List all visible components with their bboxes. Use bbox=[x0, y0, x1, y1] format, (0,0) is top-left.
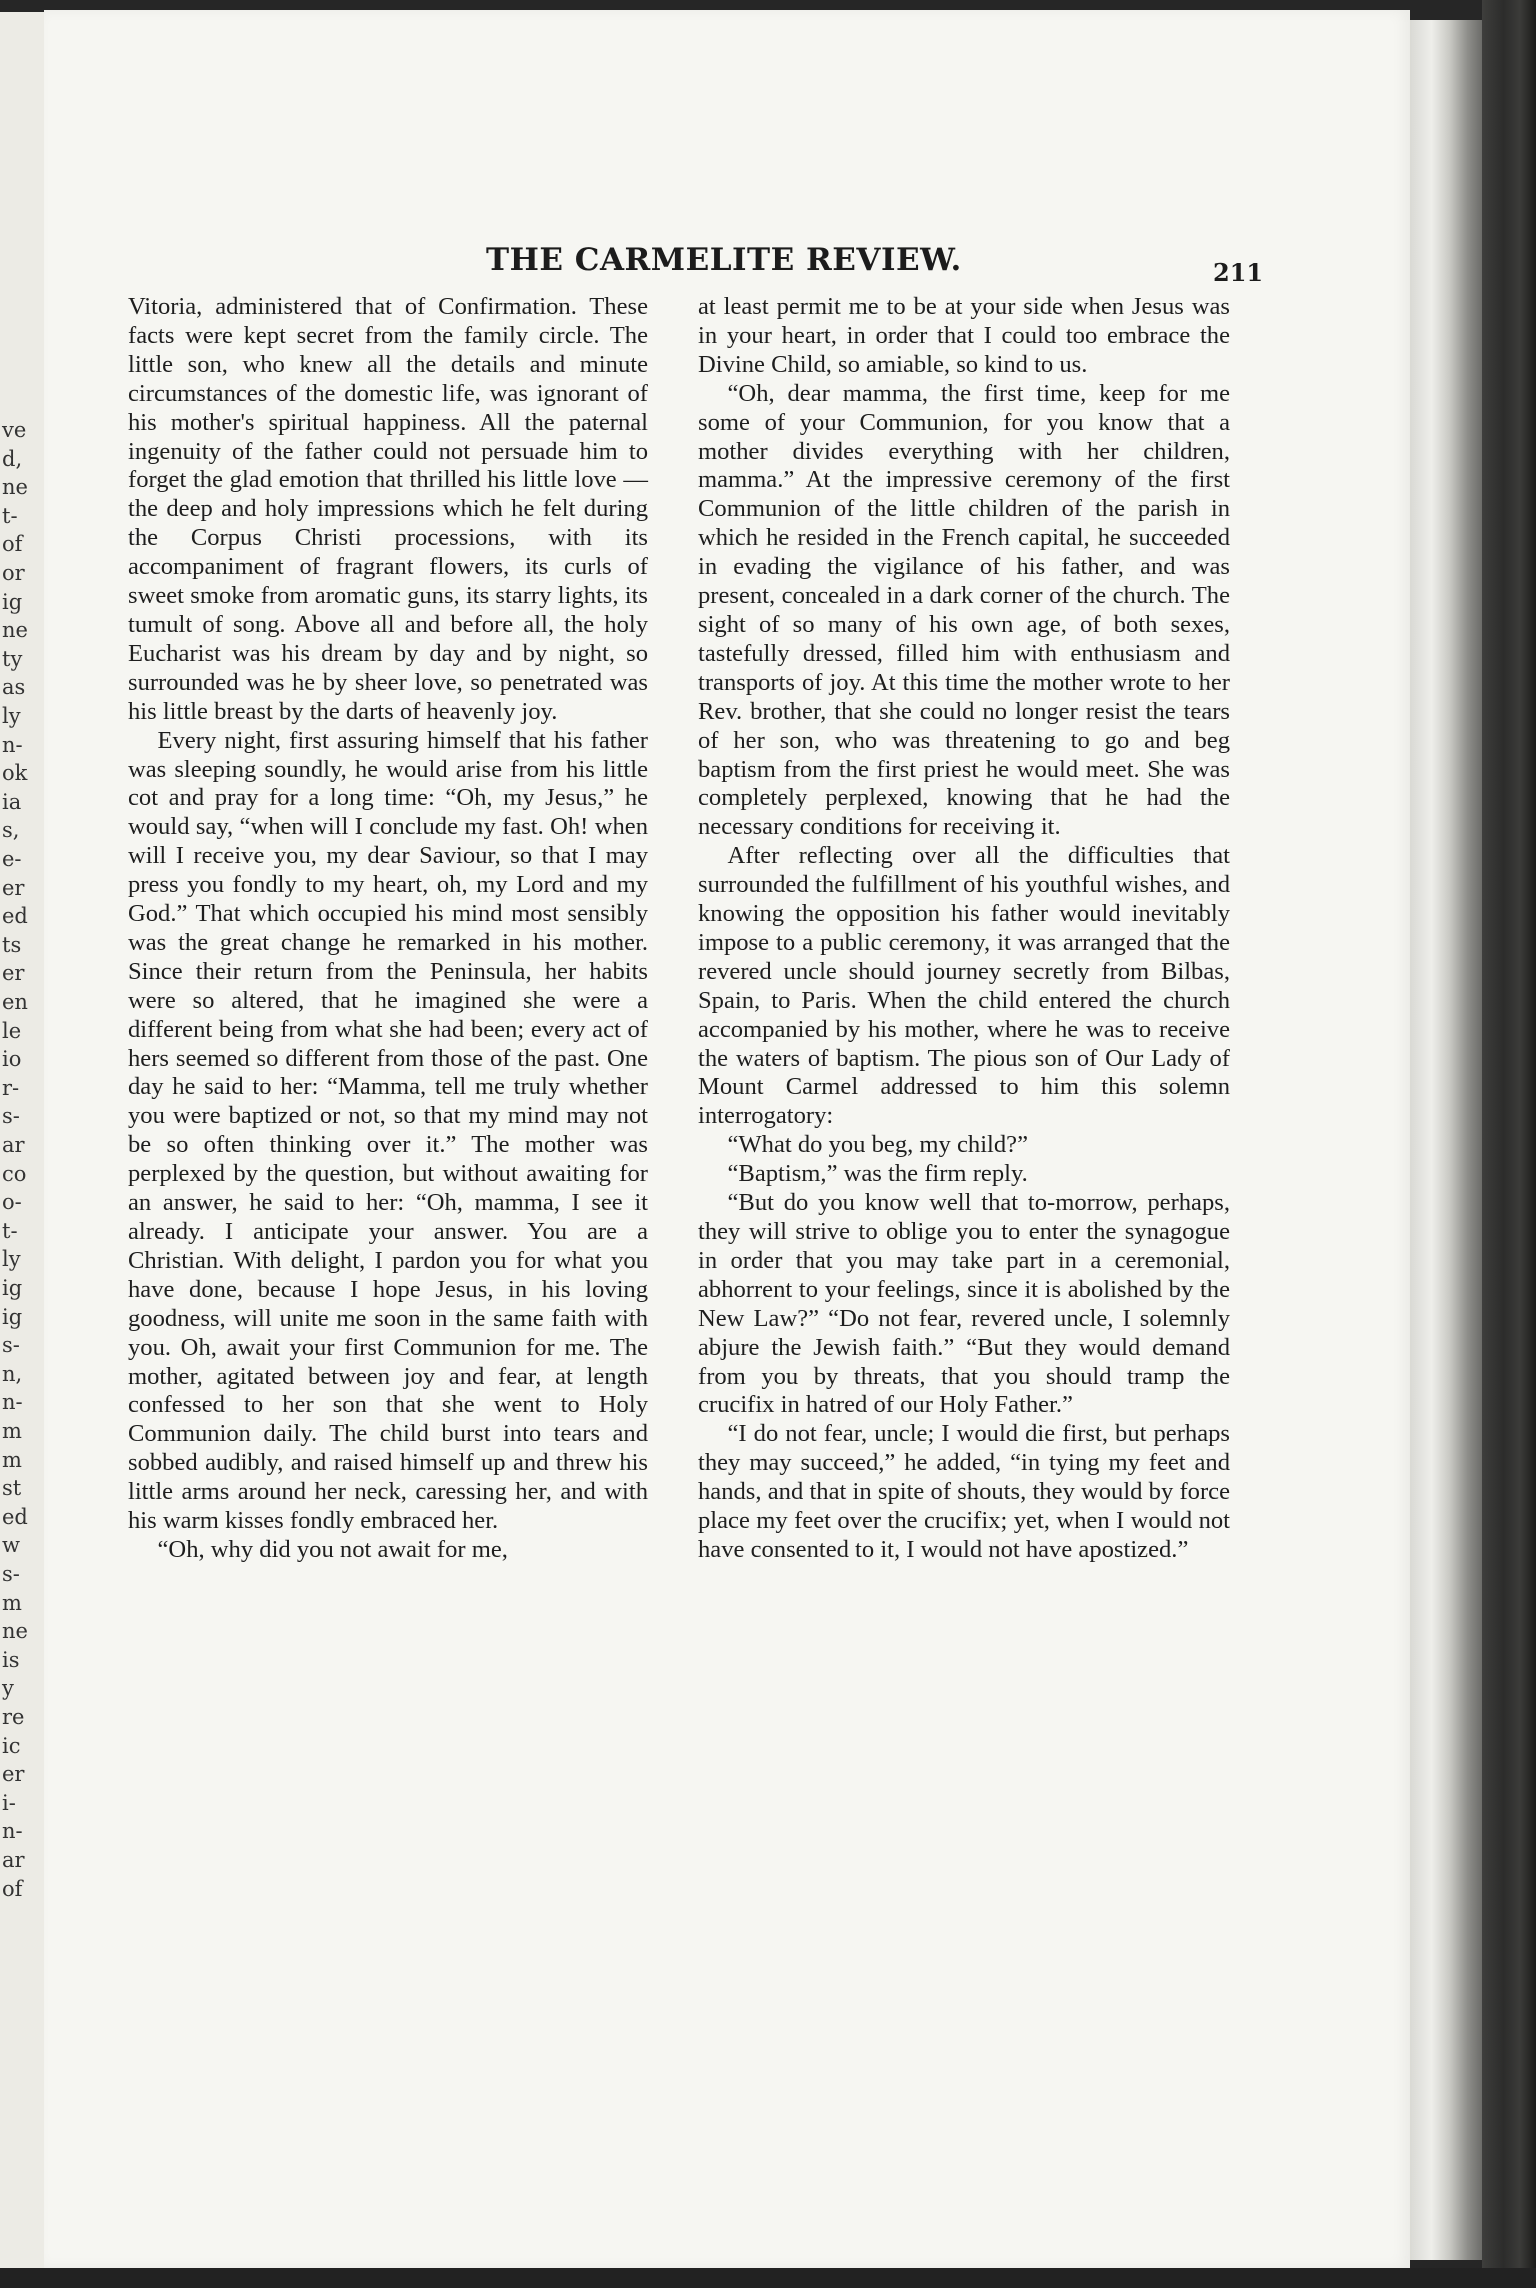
previous-page-fragment: ne bbox=[2, 618, 28, 643]
scan-bottom-border bbox=[0, 2268, 1536, 2288]
previous-page-fragment: n, bbox=[2, 1361, 23, 1386]
previous-page-fragment: d, bbox=[2, 446, 23, 471]
running-title: THE CARMELITE REVIEW. bbox=[486, 242, 962, 278]
previous-page-fragment: s- bbox=[2, 1104, 20, 1129]
previous-page-fragment: le bbox=[2, 1018, 22, 1043]
paragraph: Vitoria, administered that of Confirmation. These facts were kept secret from the family circle. The little son, who knew all the details and minute circumstances of the domestic life, was ignorant of his mother's spiritual happiness. All the paternal ingenuity of the father could not persuade him to forget the glad emotion that thrilled his little love —the deep and holy impressions which he felt during the Corpus Christi processions, with its accompaniment of fragrant flowers, its curls of sweet smoke from aromatic guns, its starry lights, its tumult of song. Above all and before all, the holy Eucharist was his dream by day and by night, so surrounded was he by sheer love, so penetrated was his little breast by the darts of heavenly joy. bbox=[128, 293, 648, 725]
paragraph: “What do you beg, my child?” bbox=[727, 1131, 1029, 1159]
previous-page-fragment: ly bbox=[2, 704, 21, 728]
previous-page-fragment: ia bbox=[2, 789, 22, 814]
book-binding bbox=[1482, 0, 1536, 2288]
paragraph: “Oh, why did you not await for me, bbox=[157, 1535, 508, 1563]
left-text-column bbox=[128, 293, 648, 1565]
previous-page-fragment: ed bbox=[2, 904, 28, 929]
previous-page-fragment: re bbox=[2, 1705, 25, 1729]
previous-page-fragment: n- bbox=[2, 1390, 23, 1415]
previous-page-fragment: er bbox=[2, 961, 25, 986]
paragraph: Every night, first assuring himself that his father was sleeping soundly, he would arise from his little cot and pray for a long time: “Oh, my Jesus,” he would say, “when will I conclude my fast. Oh! when will I receive you, my dear Saviour, so that I may press you fondly to my heart, oh, my Lord and my God.” That which occupied his mind most sensibly was the great change he remarked in his mother. Since their return from the Peninsula, her habits were so altered, that he imagined she were a different being from what she had been; every act of hers seemed so different from those of the past. One day he said to her: “Mamma, tell me truly whether you were baptized or not, so that my mind may not be so often thinking over it.” The mother was perplexed by the question, but without awaiting for an answer, he said to her: “Oh, mamma, I see it already. I anticipate your answer. You are a Christian. With delight, I pardon you for what you have done, because I hope Jesus, in his loving goodness, will unite me soon in the same faith with you. Oh, await your first Communion for me. The mother, agitated between joy and fear, at length confessed to her son that she went to Holy Communion daily. The child burst into tears and sobbed audibly, and raised himself up and threw his little arms around her neck, caressing her, and with his warm kisses fondly embraced her. bbox=[128, 726, 648, 1535]
previous-page-fragment: s- bbox=[2, 1562, 20, 1586]
page-fore-edge bbox=[1410, 20, 1482, 2260]
previous-page-fragment: st bbox=[2, 1476, 22, 1501]
previous-page-fragment: s- bbox=[2, 1333, 20, 1358]
previous-page-fragment: n- bbox=[2, 1819, 23, 1844]
previous-page-fragment: of bbox=[2, 1876, 23, 1901]
previous-page-fragment: er bbox=[2, 875, 25, 900]
previous-page-fragment: e- bbox=[2, 847, 22, 871]
previous-page-fragment: ig bbox=[2, 589, 23, 614]
previous-page-edge bbox=[0, 12, 44, 2274]
paragraph: “Baptism,” was the firm reply. bbox=[727, 1160, 1028, 1188]
previous-page-fragment: ed bbox=[2, 1504, 28, 1529]
previous-page-fragment: ok bbox=[2, 761, 28, 786]
previous-page-fragment: is bbox=[2, 1647, 20, 1672]
previous-page-fragment: ig bbox=[2, 1276, 23, 1300]
previous-page-fragment: io bbox=[2, 1047, 22, 1072]
previous-page-fragment: o- bbox=[2, 1190, 22, 1215]
previous-page-fragment: ne bbox=[2, 475, 28, 500]
previous-page-fragment: m bbox=[2, 1419, 22, 1443]
paragraph: “Oh, dear mamma, the first time, keep for me some of your Communion, for you know that a mother divides everything with her children, mamma.” At the impressive ceremony of the first Communion of the little children of the parish in which he resided in the French capital, he succeeded in evading the vigilance of his father, and was present, concealed in a dark corner of the church. The sight of so many of his own age, of both sexes, tastefully dressed, filled him with enthusiasm and transports of joy. At this time the mother wrote to her Rev. brother, that she could no longer resist the tears of her son, who was threatening to go and beg baptism from the first priest he would meet. She was completely perplexed, knowing that he had the necessary conditions for receiving it. bbox=[698, 379, 1230, 841]
previous-page-fragment: m bbox=[2, 1447, 22, 1472]
paragraph: After reflecting over all the difficulties that surrounded the fulfillment of his youthful wishes, and knowing the opposition his father would inevitably impose to a public ceremony, it was arranged that the revered uncle should journey secretly from Bilbas, Spain, to Paris. When the child entered the church accompanied by his mother, where he was to receive the waters of baptism. The pious son of Our Lady of Mount Carmel addressed to him this solemn interrogatory: bbox=[698, 842, 1230, 1130]
previous-page-fragment: w bbox=[2, 1533, 20, 1558]
paragraph: at least permit me to be at your side when Jesus was in your heart, in order that I could too embrace the Divine Child, so amiable, so kind to us. bbox=[698, 293, 1230, 378]
previous-page-fragment: t- bbox=[2, 503, 18, 528]
previous-page-fragment: ic bbox=[2, 1733, 21, 1758]
previous-page-fragment: ly bbox=[2, 1247, 21, 1272]
right-text-column bbox=[698, 293, 1230, 1565]
previous-page-fragment: ar bbox=[2, 1133, 25, 1157]
page-number: 211 bbox=[1213, 258, 1264, 287]
previous-page-fragment: ar bbox=[2, 1848, 25, 1872]
previous-page-fragment: m bbox=[2, 1590, 22, 1615]
previous-page-fragment: r- bbox=[2, 1075, 20, 1100]
previous-page-fragment: er bbox=[2, 1762, 25, 1787]
previous-page-fragment: ne bbox=[2, 1619, 28, 1644]
previous-page-fragment: n- bbox=[2, 732, 23, 757]
previous-page-fragment: ty bbox=[2, 646, 23, 671]
previous-page-fragment: i- bbox=[2, 1790, 16, 1815]
previous-page-fragment: as bbox=[2, 675, 26, 700]
previous-page-fragment: t- bbox=[2, 1218, 18, 1243]
previous-page-fragment: ts bbox=[2, 932, 22, 957]
paragraph: “I do not fear, uncle; I would die first, but perhaps they may succeed,” he added, “in tying my feet and hands, and that in spite of shouts, they would by force place my feet over the crucifix; yet, when I would not have consented to it, I would not have apostized.” bbox=[698, 1420, 1230, 1563]
paragraph: “But do you know well that to-morrow, perhaps, they will strive to oblige you to enter the synagogue in order that you may take part in a ceremonial, abhorrent to your feelings, since it is abolished by the New Law?” “Do not fear, revered uncle, I solemnly abjure the Jewish faith.” “But they would demand from you by threats, that you should tramp the crucifix in hatred of our Holy Father.” bbox=[698, 1189, 1230, 1419]
previous-page-fragment: ig bbox=[2, 1304, 23, 1329]
previous-page-fragment: or bbox=[2, 561, 25, 585]
previous-page-fragment: y bbox=[2, 1676, 14, 1701]
previous-page-fragment: co bbox=[2, 1161, 27, 1186]
previous-page-fragment: en bbox=[2, 990, 28, 1014]
previous-page-fragment: ve bbox=[2, 418, 27, 442]
previous-page-fragment: s, bbox=[2, 818, 20, 843]
previous-page-fragment: of bbox=[2, 532, 23, 557]
